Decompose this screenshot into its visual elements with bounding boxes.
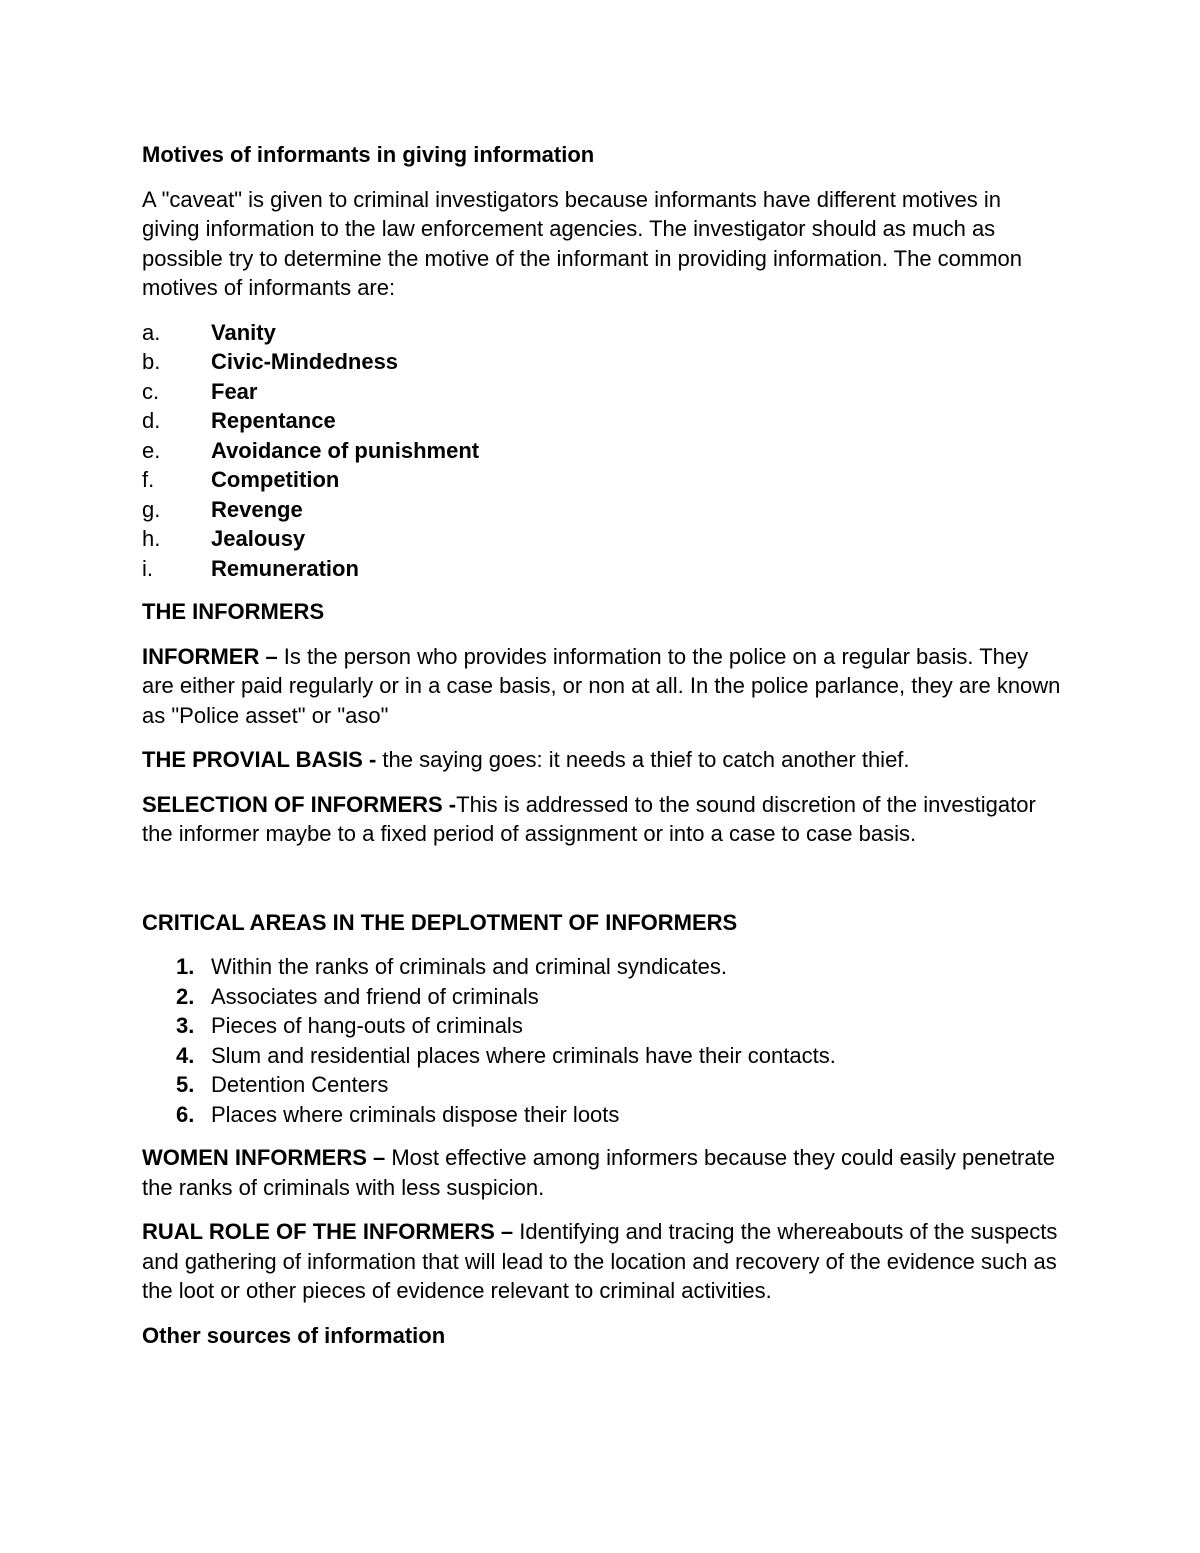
list-item — [142, 1041, 1062, 1071]
provial-term: THE PROVIAL BASIS - — [142, 747, 377, 772]
rual-role — [142, 1217, 1062, 1306]
list-item-text: Repentance — [211, 408, 336, 433]
women-informers — [142, 1143, 1062, 1202]
rual-role-text: Identifying and tracing the whereabouts of the suspects and gathering of information that will lead to the location and recovery of the evidence such as the loot or other pieces of evidence relevant to criminal activities. — [142, 1219, 1058, 1303]
critical-areas-heading: CRITICAL AREAS IN THE DEPLOTMENT OF INFORMERS — [142, 909, 738, 935]
women-text: Most effective among informers because they could easily penetrate the ranks of criminals with less suspicion. — [142, 1145, 1055, 1200]
list-item-text: Pieces of hang-outs of criminals — [211, 1013, 523, 1038]
list-item — [142, 1100, 1062, 1130]
list-marker: b. — [142, 349, 161, 374]
list-item-text: Detention Centers — [211, 1072, 389, 1097]
list-item — [142, 318, 1062, 348]
informer-definition — [142, 642, 1062, 731]
list-item — [142, 406, 1062, 436]
list-marker: 2. — [176, 983, 195, 1009]
list-item-text: Civic-Mindedness — [211, 349, 399, 374]
selection-term: SELECTION OF INFORMERS - — [142, 791, 457, 817]
other-sources-heading: Other sources of information — [142, 1322, 446, 1348]
list-marker: 3. — [176, 1013, 195, 1038]
list-item — [142, 554, 1062, 584]
list-item-text: Places where criminals dispose their loots — [211, 1101, 620, 1127]
list-marker: d. — [142, 408, 161, 433]
list-marker: i. — [142, 555, 153, 581]
list-item — [142, 524, 1062, 554]
list-item-text: Remuneration — [211, 555, 359, 581]
motives-intro: A "caveat" is given to criminal investigators because informants have different motives in giving information to the law enforcement agencies. The investigator should as much as possible try to determine the motive of the informant in providing information. The common motives of informants are: — [142, 186, 1023, 300]
informers-heading: THE INFORMERS — [142, 599, 325, 624]
list-item — [142, 465, 1062, 495]
critical-areas-list — [142, 952, 1062, 1129]
list-marker: 6. — [176, 1101, 195, 1127]
list-item-text: Revenge — [211, 496, 303, 522]
list-item — [142, 436, 1062, 466]
list-item-text: Associates and friend of criminals — [211, 983, 539, 1009]
rual-role-term: RUAL ROLE OF THE INFORMERS – — [142, 1219, 514, 1244]
informer-term: INFORMER – — [142, 643, 278, 669]
informer-text: Is the person who provides information to the police on a regular basis. They are either paid regularly or in a case basis, or non at all. In the police parlance, they are known as "Police asset" or "aso" — [142, 643, 1061, 728]
list-item-text: Fear — [211, 378, 258, 404]
list-item-text: Jealousy — [211, 526, 306, 551]
women-term: WOMEN INFORMERS – — [142, 1145, 386, 1170]
list-item-text: Slum and residential places where criminals have their contacts. — [211, 1042, 836, 1068]
list-marker: f. — [142, 467, 155, 492]
list-item — [142, 1070, 1062, 1100]
list-marker: a. — [142, 319, 161, 345]
list-item — [142, 377, 1062, 407]
list-marker: h. — [142, 526, 161, 551]
list-item — [142, 1011, 1062, 1041]
list-item — [142, 952, 1062, 982]
selection-text: This is addressed to the sound discretion of the investigator the informer maybe to a fixed period of assignment or into a case to case basis. — [142, 791, 1036, 846]
list-item — [142, 347, 1062, 377]
list-marker: c. — [142, 378, 160, 404]
motives-list — [142, 318, 1062, 584]
list-marker: 5. — [176, 1072, 195, 1097]
provial-basis — [142, 745, 1062, 775]
list-marker: 4. — [176, 1042, 195, 1068]
list-item-text: Competition — [211, 467, 340, 492]
list-item-text: Vanity — [211, 319, 276, 345]
list-marker: e. — [142, 437, 161, 463]
list-item-text: Within the ranks of criminals and criminal syndicates. — [211, 954, 727, 979]
motives-heading: Motives of informants in giving information — [142, 142, 595, 167]
list-item — [142, 982, 1062, 1012]
provial-text: the saying goes: it needs a thief to catch another thief. — [376, 747, 910, 772]
list-item-text: Avoidance of punishment — [211, 437, 480, 463]
list-marker: g. — [142, 496, 161, 522]
selection-of-informers — [142, 790, 1062, 849]
list-marker: 1. — [176, 954, 195, 979]
document-page — [142, 140, 1062, 1365]
list-item — [142, 495, 1062, 525]
blank-line — [142, 864, 1062, 908]
